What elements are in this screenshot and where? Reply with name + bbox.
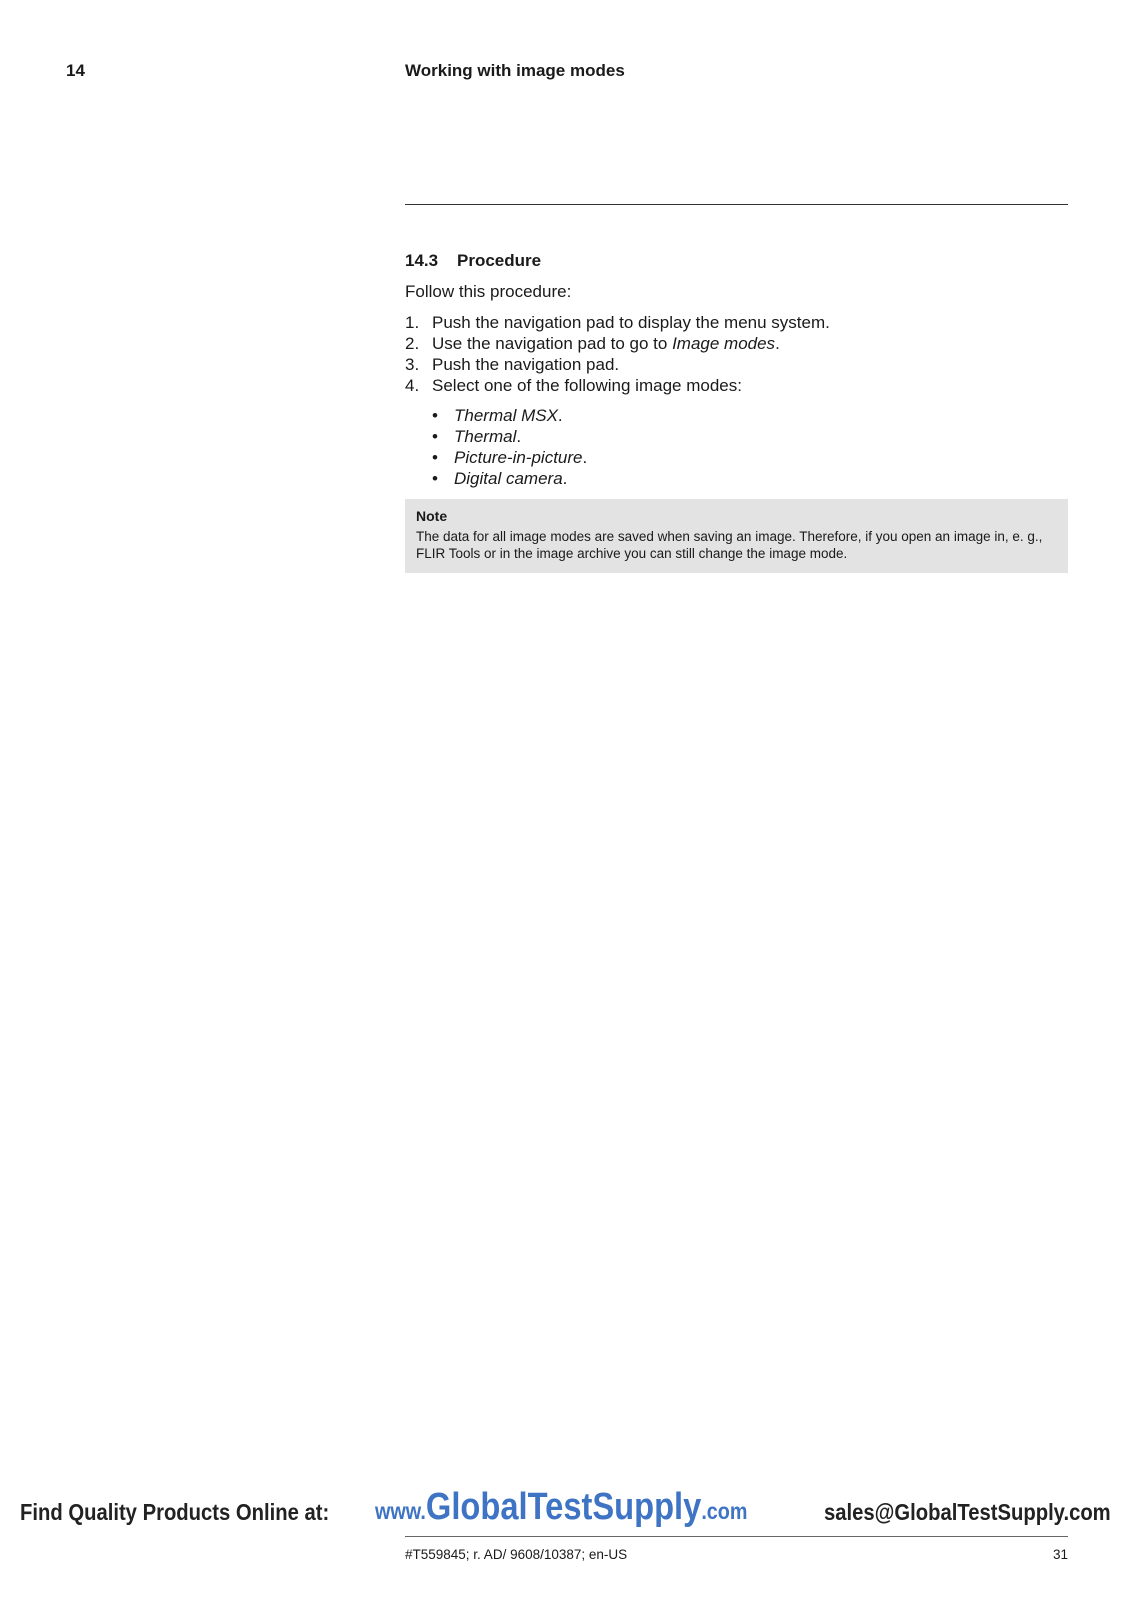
header-divider [405,204,1068,205]
bullet-icon: • [432,469,438,488]
mode-suffix: . [557,406,563,425]
chapter-title: Working with image modes [405,61,625,80]
bullet-icon: • [432,406,438,425]
step-number: 3. [405,355,420,374]
mode-name: Thermal [454,427,517,446]
step-number: 2. [405,334,420,353]
step-emphasis: Image modes [672,334,776,353]
note-body: The data for all image modes are saved when saving an image. Therefore, if you open an image in, e. g., FLIR Tools or in the image archive you can still change the image mode. [416,529,1043,561]
page-number: 31 [1052,1547,1068,1562]
step-item [405,354,1068,375]
footer-website-link[interactable] [375,1486,747,1529]
footer-email-link[interactable]: sales@GlobalTestSupply.com [824,1499,1111,1525]
intro-text: Follow this procedure: [405,282,572,301]
step-item [405,312,1068,333]
footer-find-label: Find Quality Products Online at: [20,1499,330,1525]
image-mode-item [405,447,1068,468]
image-mode-item [405,468,1068,489]
step-text: Push the navigation pad to display the menu system. [432,313,830,332]
section-title: Procedure [457,251,542,270]
note-box [405,499,1068,573]
bullet-icon: • [432,448,438,467]
mode-suffix: . [562,469,568,488]
image-mode-list [405,405,1068,489]
section-heading [405,250,1068,272]
url-prefix: www. [375,1498,426,1524]
mode-name: Picture-in-picture [454,448,583,467]
image-mode-item [405,426,1068,447]
step-text: Select one of the following image modes: [432,376,742,395]
step-text-end: . [775,334,780,353]
step-number: 4. [405,376,420,395]
step-text: Use the navigation pad to go to [432,334,673,353]
mode-name: Thermal MSX [454,406,558,425]
mode-suffix: . [582,448,588,467]
procedure-steps [405,312,1068,396]
step-item [405,375,1068,396]
url-main: GlobalTestSupply [425,1486,702,1528]
bullet-icon: • [432,427,438,446]
note-title: Note [416,508,448,524]
main-content [405,250,1068,573]
step-text: Push the navigation pad. [432,355,620,374]
document-id: #T559845; r. AD/ 9608/10387; en-US [405,1547,628,1562]
step-number: 1. [405,313,420,332]
url-suffix: .com [701,1498,748,1524]
mode-name: Digital camera [454,469,563,488]
image-mode-item [405,405,1068,426]
chapter-number: 14 [66,61,85,80]
step-item [405,333,1068,354]
footer-divider [405,1536,1068,1537]
section-number: 14.3 [405,251,439,270]
mode-suffix: . [516,427,522,446]
